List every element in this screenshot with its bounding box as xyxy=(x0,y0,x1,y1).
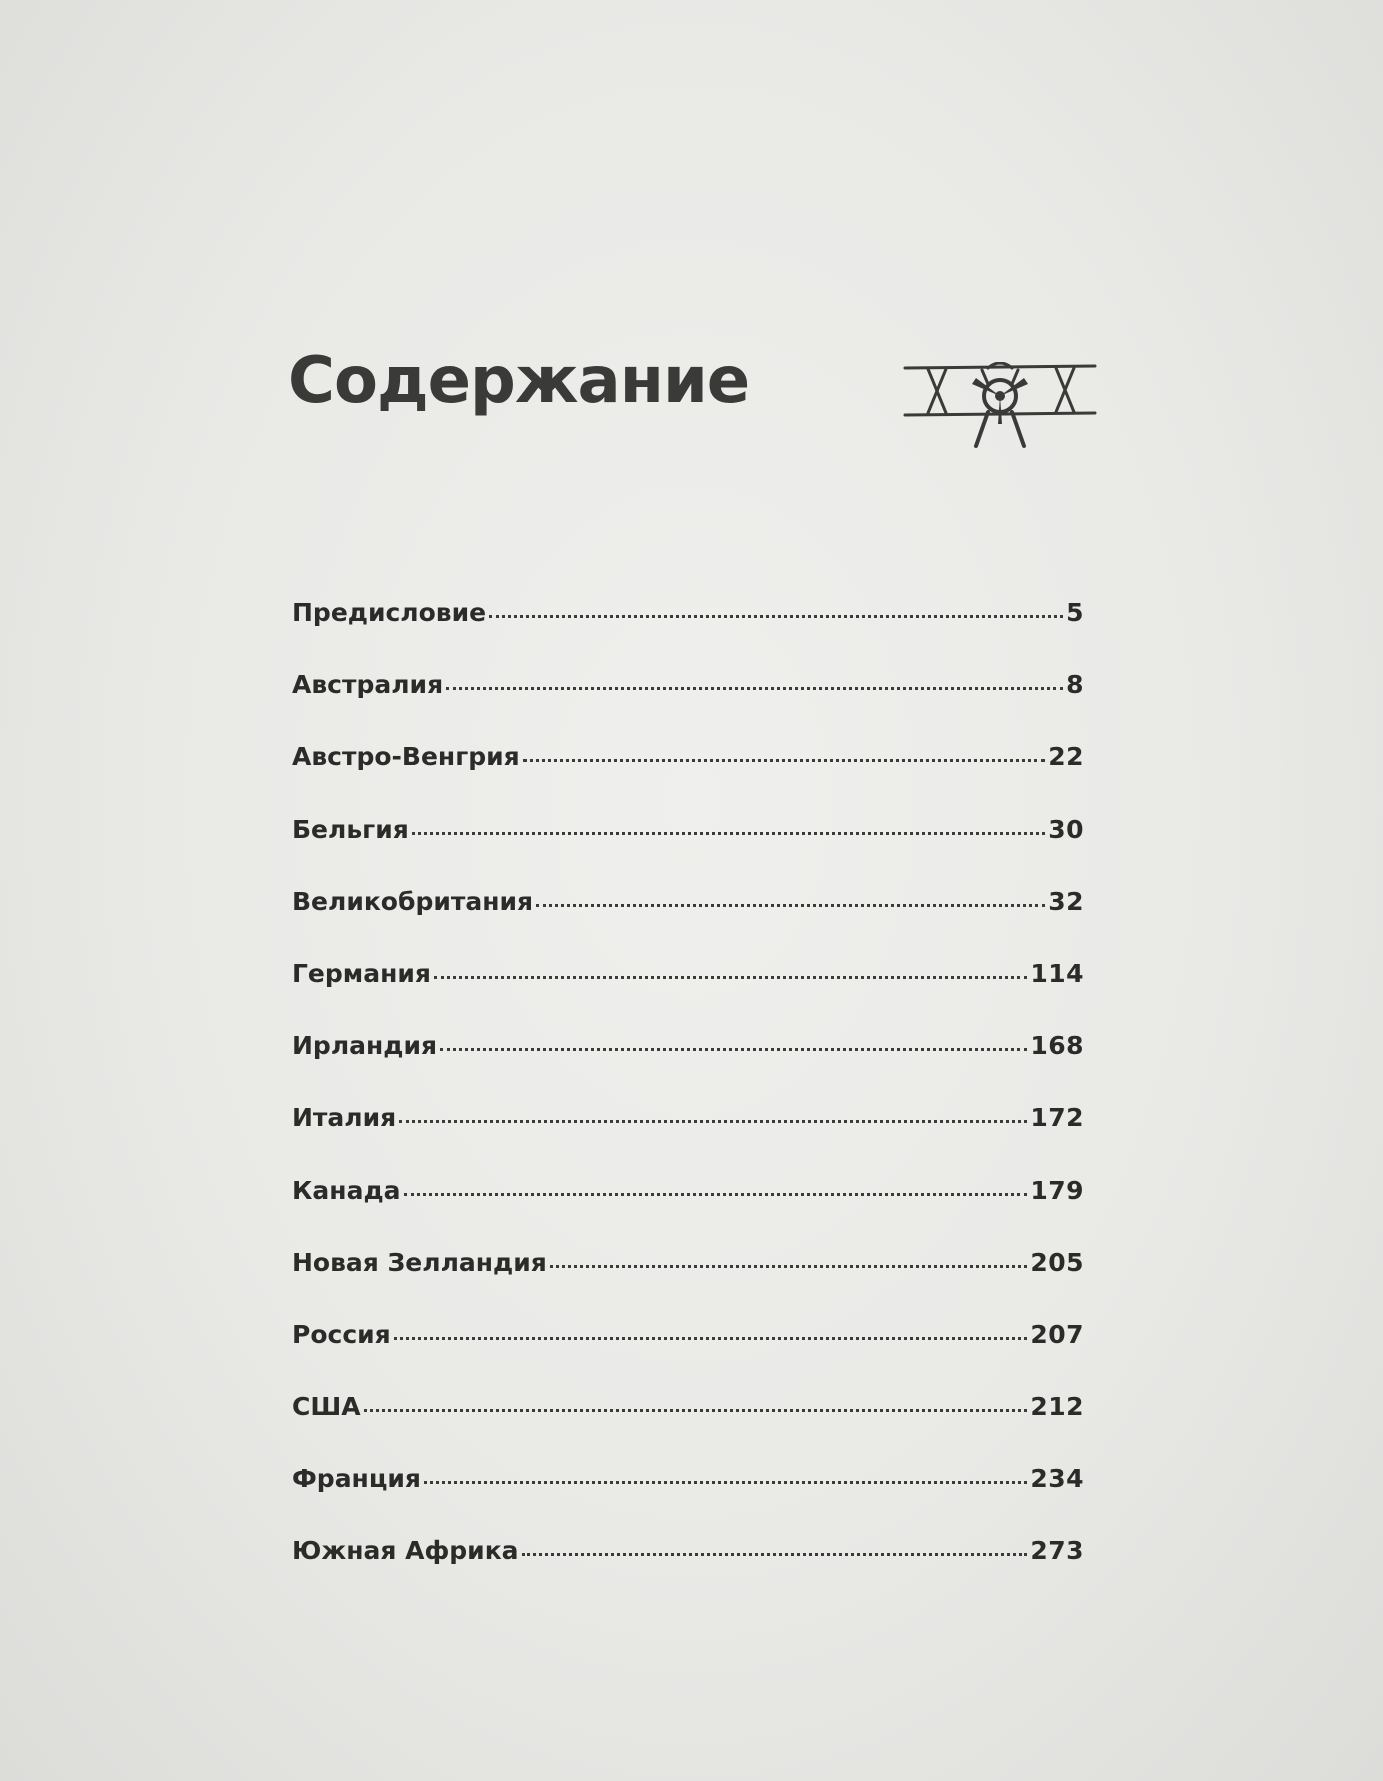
toc-item[interactable] xyxy=(292,598,1084,670)
toc-item[interactable] xyxy=(292,1103,1084,1175)
toc-item[interactable] xyxy=(292,959,1084,1031)
toc-item[interactable] xyxy=(292,887,1084,959)
toc-leader-dots xyxy=(404,1193,1028,1196)
toc-item[interactable] xyxy=(292,815,1084,887)
toc-item-title: Италия xyxy=(292,1103,397,1133)
toc-item-page: 273 xyxy=(1030,1536,1084,1566)
toc-item-page: 30 xyxy=(1048,814,1084,844)
toc-leader-dots xyxy=(536,904,1045,907)
toc-item[interactable] xyxy=(292,742,1084,814)
toc-item-page: 212 xyxy=(1030,1392,1084,1422)
toc-item-title: Франция xyxy=(292,1464,421,1494)
toc-item-title: Бельгия xyxy=(292,814,409,844)
toc-item-title: Южная Африка xyxy=(292,1536,519,1566)
toc-item-page: 32 xyxy=(1048,886,1084,916)
toc-item[interactable] xyxy=(292,1536,1084,1608)
toc-item-page: 8 xyxy=(1066,670,1084,700)
toc-item-page: 205 xyxy=(1030,1247,1084,1277)
toc-item-page: 172 xyxy=(1030,1103,1084,1133)
toc-leader-dots xyxy=(440,1048,1027,1051)
toc-item-page: 114 xyxy=(1030,958,1084,988)
toc-leader-dots xyxy=(489,615,1063,618)
table-of-contents xyxy=(292,598,1084,1609)
toc-item-title: Предисловие xyxy=(292,598,487,627)
toc-item-title: Великобритания xyxy=(292,886,534,916)
toc-leader-dots xyxy=(412,832,1045,835)
toc-item-title: Россия xyxy=(292,1319,391,1349)
toc-leader-dots xyxy=(364,1409,1028,1412)
toc-item-title: Австралия xyxy=(292,670,444,700)
toc-leader-dots xyxy=(550,1265,1028,1268)
toc-item-title: Австро-Венгрия xyxy=(292,742,520,772)
toc-item-page: 234 xyxy=(1030,1464,1084,1494)
toc-item-title: Канада xyxy=(292,1175,401,1205)
toc-leader-dots xyxy=(424,1481,1027,1484)
toc-item-title: США xyxy=(292,1392,361,1422)
toc-item-page: 5 xyxy=(1066,598,1084,627)
toc-item-page: 22 xyxy=(1048,742,1084,772)
toc-item[interactable] xyxy=(292,1176,1084,1248)
toc-leader-dots xyxy=(399,1120,1027,1123)
toc-leader-dots xyxy=(434,976,1027,979)
toc-item[interactable] xyxy=(292,1248,1084,1320)
toc-item[interactable] xyxy=(292,1392,1084,1464)
toc-item[interactable] xyxy=(292,1464,1084,1536)
toc-item-title: Ирландия xyxy=(292,1031,438,1061)
toc-item-page: 168 xyxy=(1030,1031,1084,1061)
toc-leader-dots xyxy=(446,687,1063,690)
toc-item-title: Германия xyxy=(292,958,431,988)
toc-leader-dots xyxy=(523,759,1045,762)
toc-leader-dots xyxy=(522,1553,1028,1556)
toc-item-page: 179 xyxy=(1030,1175,1084,1205)
toc-leader-dots xyxy=(394,1337,1028,1340)
page-title: Содержание xyxy=(288,344,750,418)
toc-item-title: Новая Зелландия xyxy=(292,1247,547,1277)
toc-item-page: 207 xyxy=(1030,1319,1084,1349)
toc-item[interactable] xyxy=(292,1320,1084,1392)
toc-item[interactable] xyxy=(292,1031,1084,1103)
biplane-icon xyxy=(902,362,1098,452)
toc-item[interactable] xyxy=(292,670,1084,742)
